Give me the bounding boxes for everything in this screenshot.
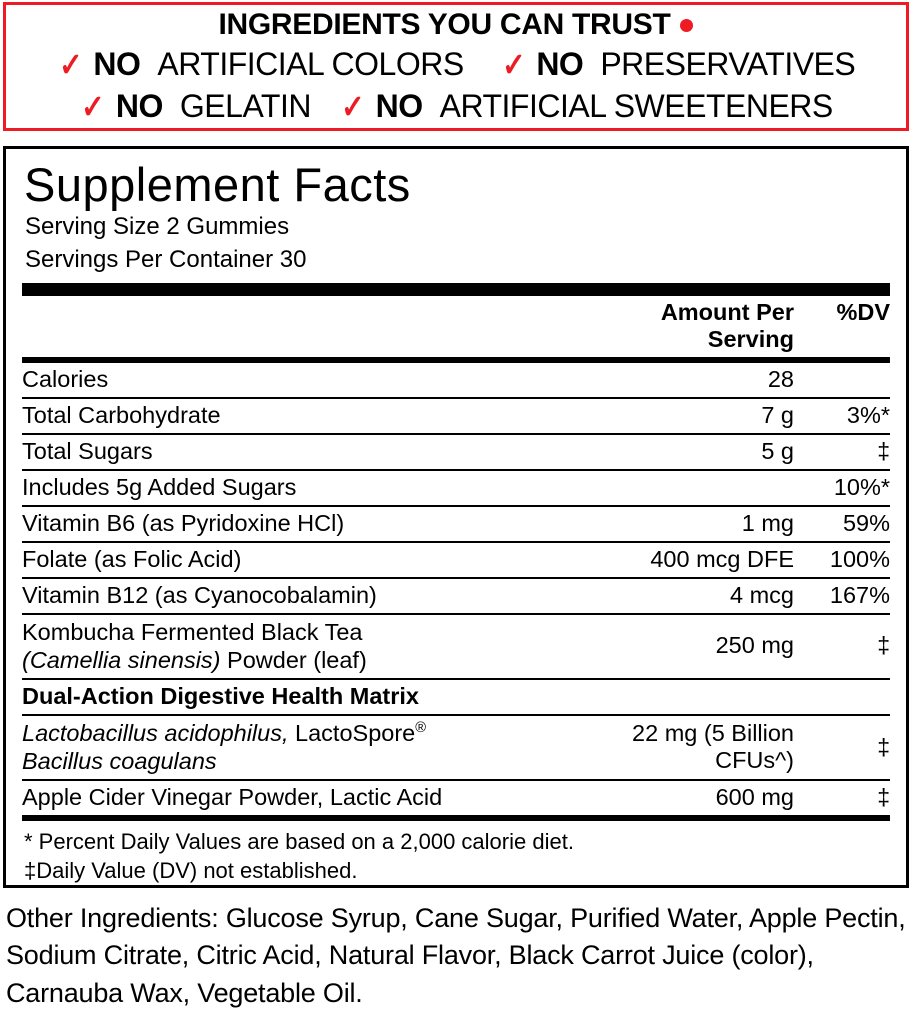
- divider-medium-bottom: [22, 815, 890, 821]
- nutrient-dv: ‡: [794, 715, 890, 780]
- check-icon: ✓: [501, 45, 526, 83]
- probiotic-species-2: Bacillus coagulans: [22, 748, 217, 775]
- check-icon: ✓: [81, 87, 105, 125]
- trust-claim-prefix: NO: [93, 45, 141, 82]
- serving-size: Serving Size 2 Gummies: [25, 213, 290, 241]
- nutrient-amount: 5 g: [579, 434, 794, 470]
- matrix-header-label: Dual-Action Digestive Health Matrix: [22, 679, 579, 715]
- table-row-kombucha: [22, 614, 890, 679]
- kombucha-line-1: Kombucha Fermented Black Tea: [22, 618, 363, 645]
- nutrient-name: Vitamin B6 (as Pyridoxine HCl): [22, 506, 579, 542]
- supplement-facts-table: [22, 296, 890, 357]
- nutrient-dv: 100%: [794, 542, 890, 578]
- nutrient-dv: 59%: [794, 506, 890, 542]
- divider-thick: [22, 283, 890, 296]
- trust-claim-prefix: NO: [375, 87, 423, 124]
- supplement-facts-panel: [3, 146, 909, 888]
- trust-claims-row-2: [6, 85, 906, 127]
- table-row: [22, 506, 890, 542]
- kombucha-line-2-rest: Powder (leaf): [220, 646, 367, 673]
- nutrient-amount: 7 g: [579, 398, 794, 434]
- nutrient-name: Vitamin B12 (as Cyanocobalamin): [22, 578, 579, 614]
- nutrient-name: Apple Cider Vinegar Powder, Lactic Acid: [22, 784, 443, 811]
- table-header-row: [22, 296, 890, 357]
- nutrient-dv: 3%*: [794, 398, 890, 434]
- nutrient-name: Folate (as Folic Acid): [22, 542, 579, 578]
- table-row: [22, 542, 890, 578]
- trust-claim-preservatives: [500, 46, 856, 83]
- other-ingredients: Other Ingredients: Glucose Syrup, Cane Sugar, Purified Water, Apple Pectin, Sodium Citrate, Citric Acid, Natural Flavor, Black Carrot Juice (color), Carnauba Wax, Vegetable Oil.: [6, 903, 906, 1008]
- trust-claim-gelatin: [79, 88, 311, 125]
- footnotes: [24, 827, 890, 885]
- supplement-facts-nutrients: [22, 363, 890, 816]
- nutrient-dv: ‡: [877, 784, 890, 811]
- check-icon: ✓: [58, 45, 83, 83]
- nutrient-dv: ‡: [794, 614, 890, 679]
- nutrient-amount: 4 mcg: [579, 578, 794, 614]
- header-percent-dv: %DV: [836, 298, 890, 325]
- footnote-dv-not-established: ‡Daily Value (DV) not established.: [24, 858, 358, 884]
- header-spacer: [22, 296, 579, 357]
- nutrient-amount: 22 mg (5 Billion CFUs^): [579, 715, 794, 780]
- nutrient-name: Total Sugars: [22, 434, 579, 470]
- trust-claim-prefix: NO: [536, 45, 584, 82]
- trust-claim-text: GELATIN: [179, 87, 311, 124]
- table-row: [22, 363, 890, 398]
- probiotic-brand: LactoSpore: [288, 719, 416, 746]
- table-row-probiotics: [22, 715, 890, 780]
- trust-claim-artificial-colors: [57, 46, 464, 83]
- trust-claim-prefix: NO: [115, 87, 163, 124]
- nutrient-name: Includes 5g Added Sugars: [22, 470, 579, 506]
- nutrient-amount: 400 mcg DFE: [579, 542, 794, 578]
- nutrient-amount: 28: [579, 363, 794, 398]
- footnote-daily-values: * Percent Daily Values are based on a 2,000 calorie diet.: [24, 829, 574, 855]
- nutrient-dv: 167%: [794, 578, 890, 614]
- table-row: [22, 470, 890, 506]
- table-row: [22, 578, 890, 614]
- kombucha-line-2-italic: (Camellia sinensis): [22, 646, 221, 673]
- nutrient-amount: 600 mg: [715, 784, 794, 811]
- nutrient-amount: 250 mg: [579, 614, 794, 679]
- trust-claim-artificial-sweeteners: [339, 88, 833, 125]
- trust-claim-text: ARTIFICIAL SWEETENERS: [439, 87, 833, 124]
- trust-banner-title-row: [6, 7, 906, 43]
- trust-claims-row-1: [6, 43, 906, 85]
- trust-claim-text: PRESERVATIVES: [600, 45, 856, 82]
- nutrient-dv: ‡: [794, 434, 890, 470]
- nutrient-name: Calories: [22, 363, 579, 398]
- nutrient-amount: 1 mg: [579, 506, 794, 542]
- header-amount-per-serving: Amount Per Serving: [660, 298, 794, 352]
- matrix-header-dv: [794, 679, 890, 715]
- matrix-header-amount: [579, 679, 794, 715]
- table-row-acv: [22, 780, 890, 815]
- nutrient-amount: [579, 470, 794, 506]
- trust-banner: [3, 2, 909, 131]
- probiotic-species-1: Lactobacillus acidophilus,: [22, 719, 289, 746]
- nutrient-name: [22, 715, 579, 780]
- supplement-facts-title: Supplement Facts: [24, 158, 411, 211]
- check-icon: ✓: [341, 87, 365, 125]
- trust-banner-title: INGREDIENTS YOU CAN TRUST: [218, 8, 671, 41]
- nutrient-dv: 10%*: [794, 470, 890, 506]
- matrix-header-row: [22, 679, 890, 715]
- nutrient-dv: [794, 363, 890, 398]
- table-row: [22, 398, 890, 434]
- trust-claim-text: ARTIFICIAL COLORS: [157, 45, 464, 82]
- red-dot-icon: [680, 19, 693, 32]
- nutrient-name: Total Carbohydrate: [22, 398, 579, 434]
- servings-per-container: Servings Per Container 30: [25, 245, 307, 273]
- nutrient-name: [22, 614, 579, 679]
- registered-trademark-icon: ®: [415, 720, 426, 737]
- table-row: [22, 434, 890, 470]
